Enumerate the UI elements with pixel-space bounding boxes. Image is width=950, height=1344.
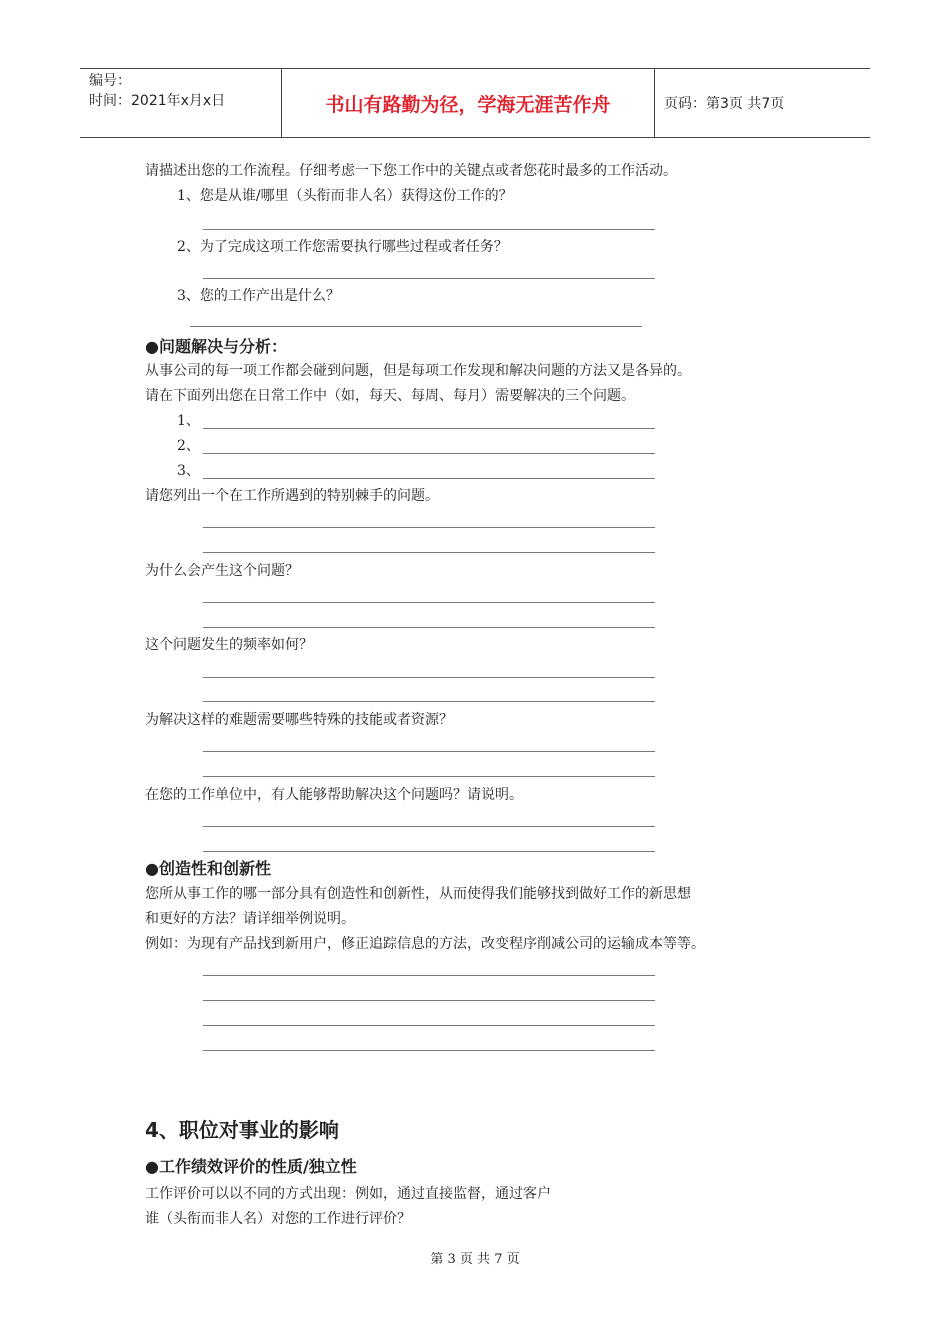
answer-line[interactable] [203, 776, 655, 777]
number-label: 编号： [89, 73, 131, 89]
workflow-question-1: 1、您是从谁/哪里（头衔而非人名）获得这份工作的？ [177, 188, 513, 204]
creativity-paragraph-1: 您所从事工作的哪一部分具有创造性和创新性，从而使得我们能够找到做好工作的新思想 [145, 886, 691, 902]
problem-number-1: 1、 [177, 413, 200, 429]
answer-line[interactable] [203, 851, 655, 852]
problem-paragraph-1: 从事公司的每一项工作都会碰到问题，但是每项工作发现和解决问题的方法又是各异的。 [145, 363, 691, 379]
answer-line[interactable] [203, 1050, 655, 1051]
answer-line[interactable] [203, 975, 655, 976]
creativity-example: 例如：为现有产品找到新用户，修正追踪信息的方法，改变程序削减公司的运输成本等等。 [145, 936, 705, 952]
answer-line[interactable] [203, 602, 655, 603]
answer-line[interactable] [203, 478, 655, 479]
answer-line[interactable] [203, 229, 655, 230]
problem-number-2: 2、 [177, 438, 200, 454]
evaluation-heading: ●工作绩效评价的性质/独立性 [145, 1157, 357, 1176]
answer-line[interactable] [203, 527, 655, 528]
problem-number-3: 3、 [177, 463, 200, 479]
evaluation-paragraph-1: 工作评价可以以不同的方式出现：例如，通过直接监督，通过客户 [145, 1186, 551, 1202]
problem-paragraph-2: 请在下面列出您在日常工作中（如，每天、每周、每月）需要解决的三个问题。 [145, 388, 635, 404]
creativity-heading: ●创造性和创新性 [145, 859, 271, 878]
workflow-question-2: 2、为了完成这项工作您需要执行哪些过程或者任务？ [177, 239, 508, 255]
header-page-info: 页码：第3页 共7页 [664, 96, 785, 112]
answer-line[interactable] [203, 1000, 655, 1001]
answer-line[interactable] [203, 1025, 655, 1026]
answer-line[interactable] [203, 677, 655, 678]
workflow-intro: 请描述出您的工作流程。仔细考虑一下您工作中的关键点或者您花时最多的工作活动。 [145, 163, 677, 179]
skills-question: 为解决这样的难题需要哪些特殊的技能或者资源？ [145, 712, 453, 728]
answer-line[interactable] [203, 278, 655, 279]
evaluation-paragraph-2: 谁（头衔而非人名）对您的工作进行评价？ [145, 1211, 411, 1227]
answer-line[interactable] [203, 428, 655, 429]
answer-line[interactable] [190, 326, 642, 327]
creativity-paragraph-2: 和更好的方法？请详细举例说明。 [145, 911, 355, 927]
date-label: 时间：2021年x月x日 [89, 93, 226, 109]
answer-line[interactable] [203, 552, 655, 553]
answer-line[interactable] [203, 627, 655, 628]
answer-line[interactable] [203, 751, 655, 752]
help-question: 在您的工作单位中，有人能够帮助解决这个问题吗？请说明。 [145, 787, 523, 803]
section-4-title: 4、职位对事业的影响 [145, 1118, 339, 1142]
page-footer: 第 3 页 共 7 页 [430, 1252, 520, 1267]
document-header [80, 68, 870, 138]
answer-line[interactable] [203, 826, 655, 827]
answer-line[interactable] [203, 701, 655, 702]
header-meta [80, 69, 282, 137]
frequency-question: 这个问题发生的频率如何？ [145, 637, 313, 653]
problem-heading: ●问题解决与分析： [145, 337, 287, 356]
hard-problem-question: 请您列出一个在工作所遇到的特别棘手的问题。 [145, 488, 439, 504]
cause-question: 为什么会产生这个问题？ [145, 563, 299, 579]
header-motto: 书山有路勤为径，学海无涯苦作舟 [282, 69, 655, 137]
workflow-question-3: 3、您的工作产出是什么？ [177, 288, 340, 304]
answer-line[interactable] [203, 453, 655, 454]
